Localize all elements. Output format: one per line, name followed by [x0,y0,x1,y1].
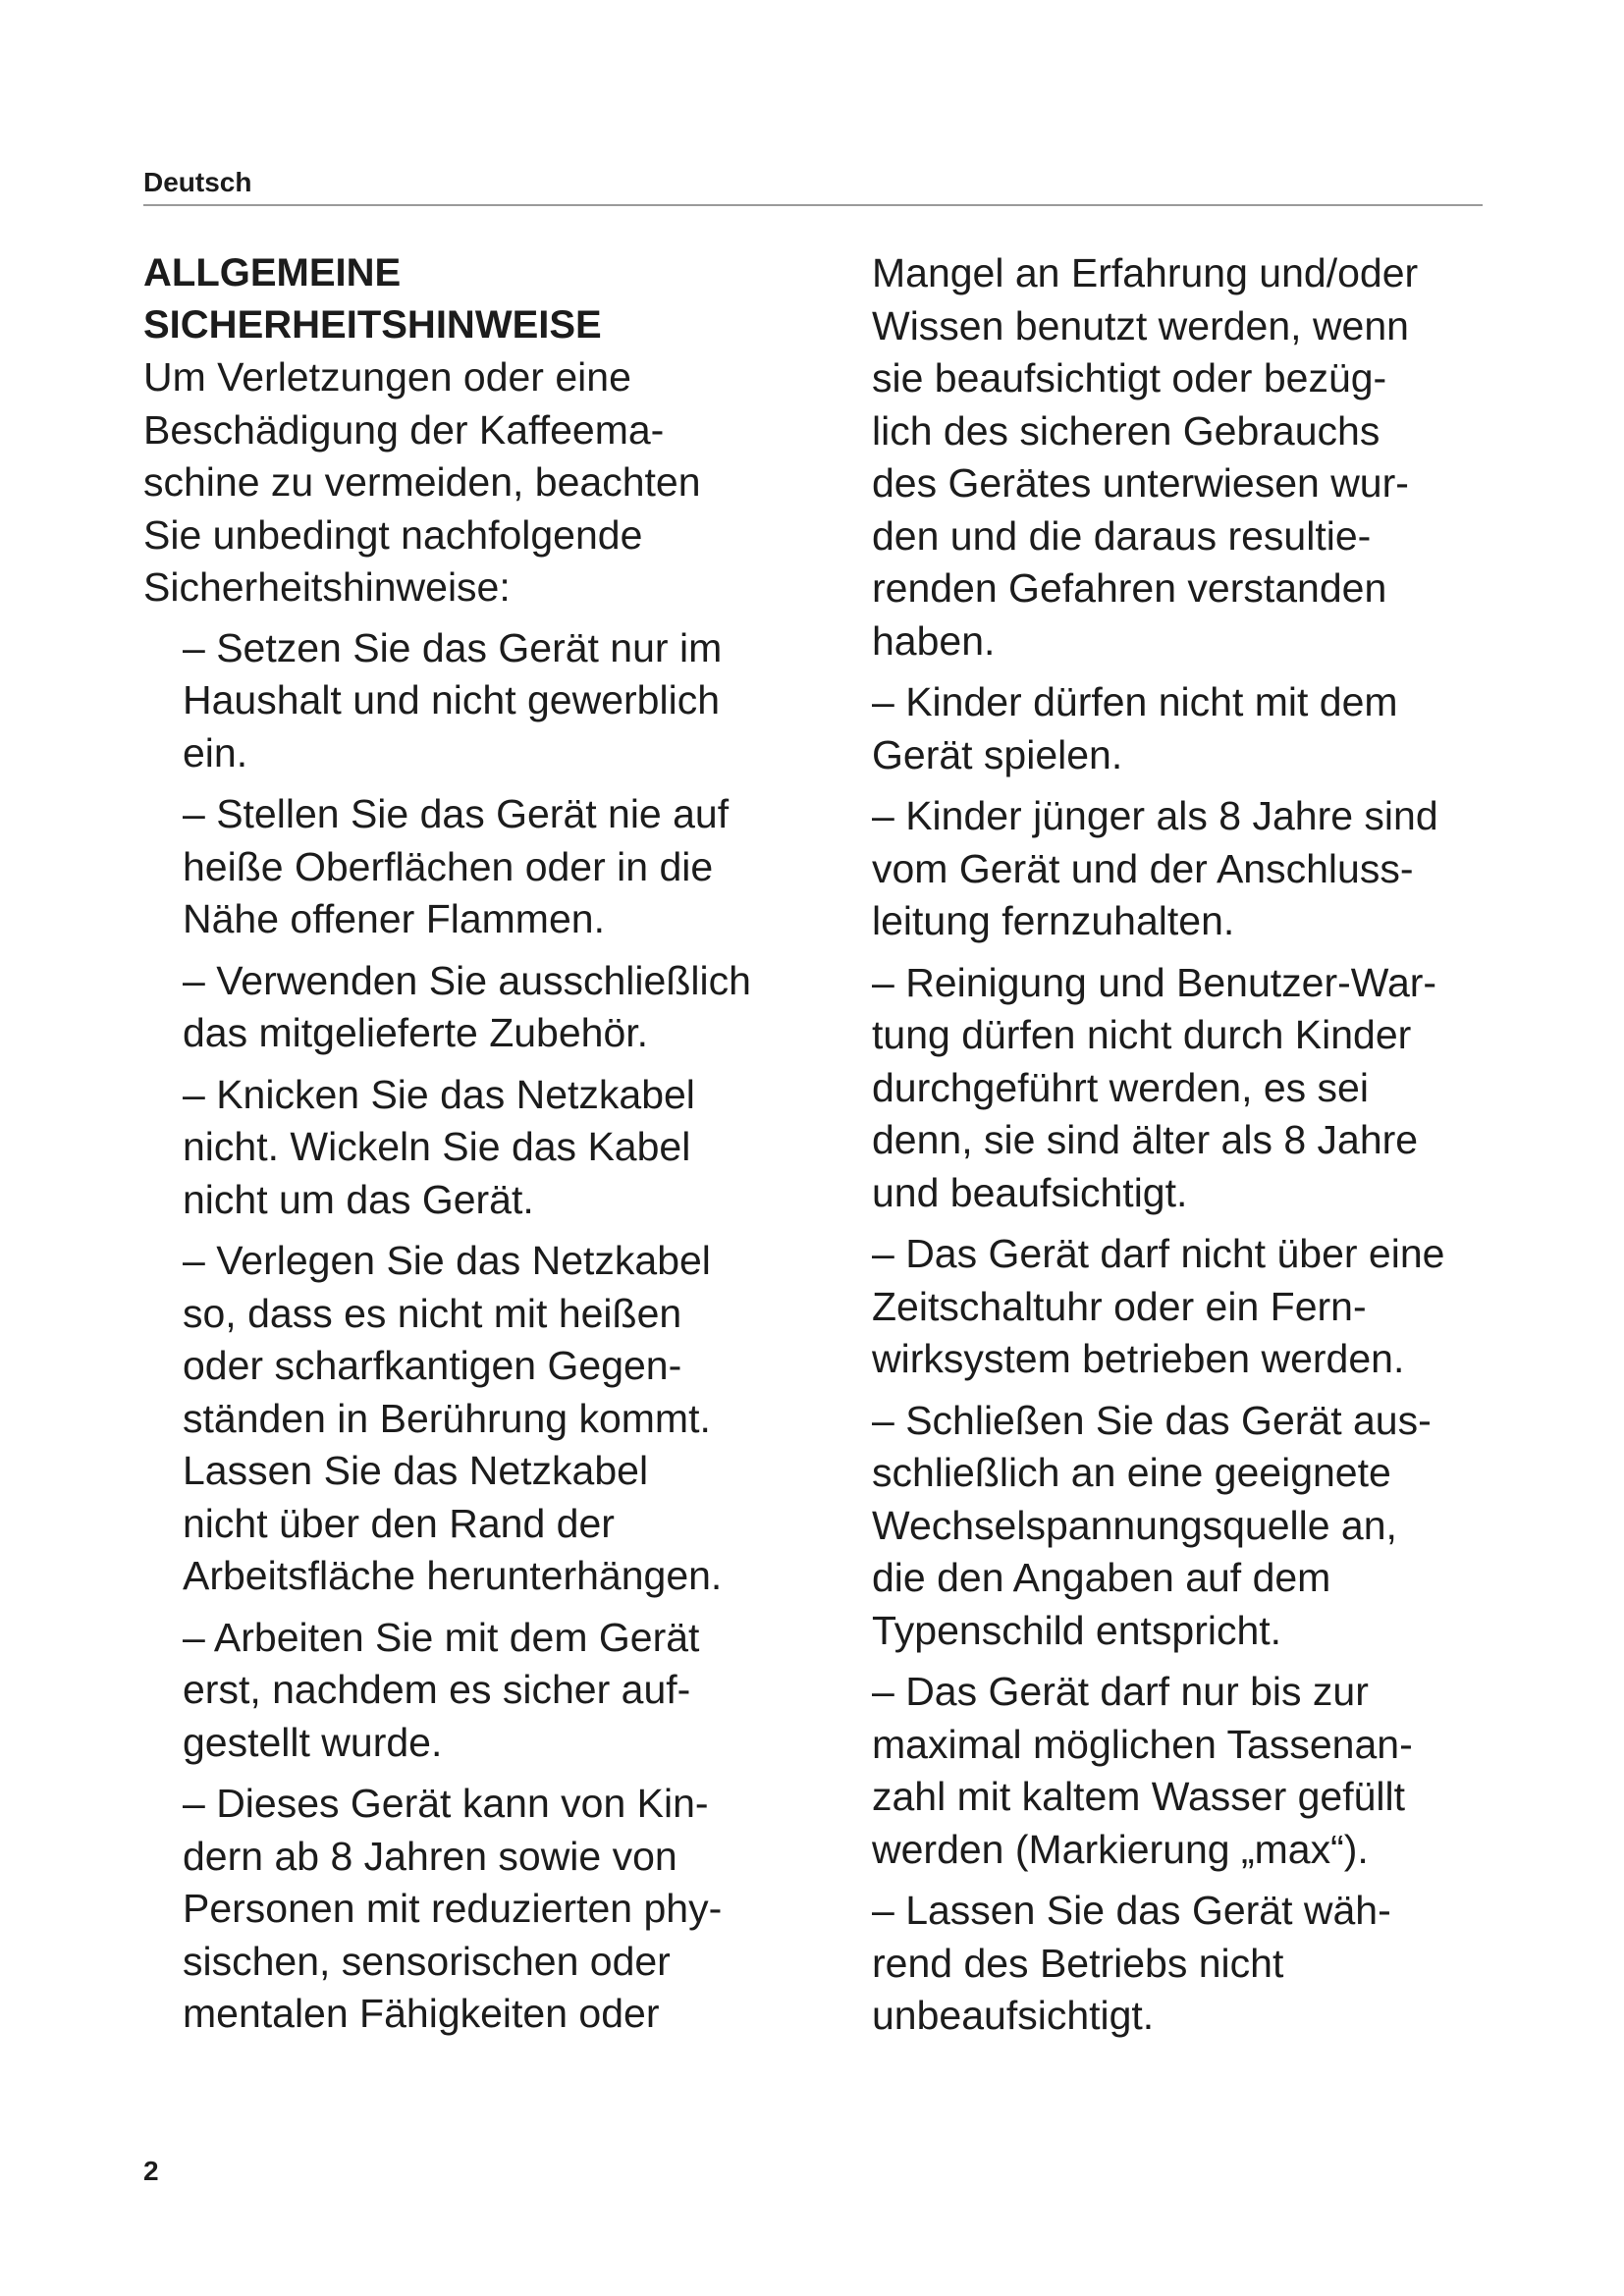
page-header [143,165,1483,206]
section-title: ALLGEMEINE SICHERHEITSHINWEISE [143,251,602,347]
safety-item-continuation: Mangel an Erfahrung und/oder Wissen benutzt werden, wenn sie beaufsichtigt oder bezüg- lich des sicheren Gebrauchs des Gerätes unterwiesen wur- den und die daraus resultie- renden Gefahren verstanden haben. [872,250,1419,664]
safety-item: – Verwenden Sie ausschließlich das mitgelieferte Zubehör. [183,957,751,1055]
safety-item: – Stellen Sie das Gerät nie auf heiße Oberflächen oder in die Nähe offener Flammen. [183,791,730,941]
safety-item: – Kinder jünger als 8 Jahre sind vom Gerät und der Anschluss- leitung fernzuhalten. [872,793,1438,943]
left-column [143,247,831,2050]
safety-item: – Kinder dürfen nicht mit dem Gerät spielen. [872,679,1398,777]
language-label: Deutsch [143,167,252,197]
safety-item: – Schließen Sie das Gerät aus- schließlich an eine geeignete Wechselspannungsquelle an, die den Angaben auf dem Typenschild entspricht. [872,1397,1432,1653]
safety-item: – Dieses Gerät kann von Kin- dern ab 8 Jahren sowie von Personen mit reduzierten phy- sischen, sensorischen oder mentalen Fähigkeiten oder [183,1781,723,2036]
page-number: 2 [143,2156,159,2186]
safety-item: – Knicken Sie das Netzkabel nicht. Wickeln Sie das Kabel nicht um das Gerät. [183,1071,695,1222]
safety-item: – Arbeiten Sie mit dem Gerät erst, nachdem es sicher auf- gestellt wurde. [183,1614,700,1765]
right-column [872,247,1500,2052]
safety-item: – Reinigung und Benutzer-War- tung dürfen nicht durch Kinder durchgeführt werden, es sei denn, sie sind älter als 8 Jahre und beaufsichtigt. [872,959,1437,1215]
safety-item: – Verlegen Sie das Netzkabel so, dass es nicht mit heißen oder scharfkantigen Gegen- ständen in Berührung kommt. Lassen Sie das Netzkabel nicht über den Rand der Arbeitsfläche herunterhängen. [183,1238,723,1598]
safety-item: – Setzen Sie das Gerät nur im Haushalt und nicht gewerblich ein. [183,624,723,775]
safety-item: – Das Gerät darf nicht über eine Zeitschaltuhr oder ein Fern- wirksystem betrieben werden. [872,1231,1445,1381]
safety-item: – Das Gerät darf nur bis zur maximal möglichen Tassenan- zahl mit kaltem Wasser gefüllt werden (Markierung „max“). [872,1669,1413,1872]
intro-paragraph: Um Verletzungen oder eine Beschädigung der Kaffeema- schine zu vermeiden, beachten Sie unbedingt nachfolgende Sicherheitshinweise: [143,354,701,610]
safety-item: – Lassen Sie das Gerät wäh- rend des Betriebs nicht unbeaufsichtigt. [872,1888,1391,2038]
